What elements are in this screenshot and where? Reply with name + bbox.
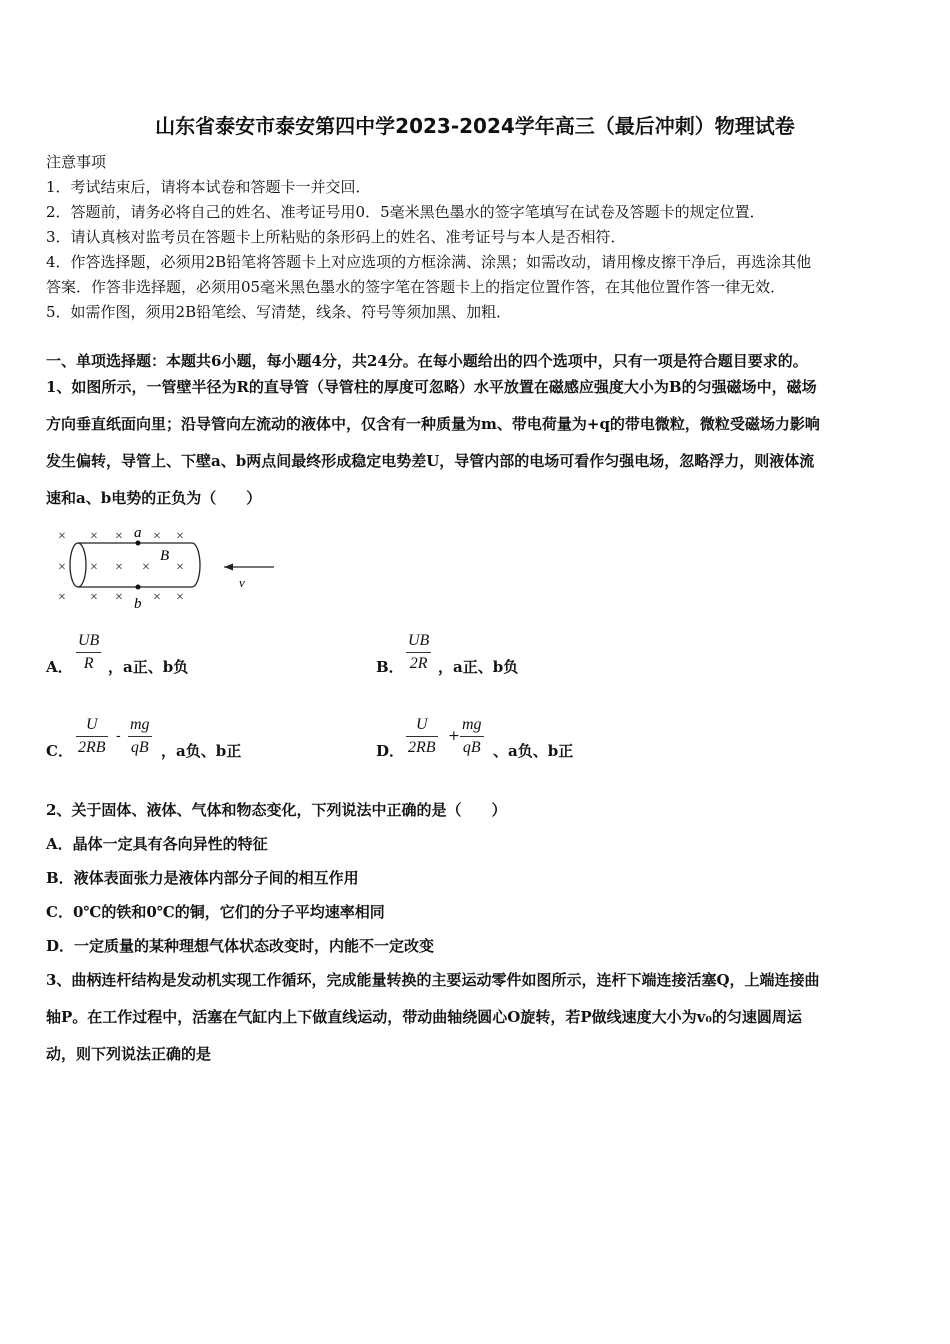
svg-text:×: × xyxy=(176,560,184,575)
fraction-numerator: U xyxy=(76,714,108,737)
option-a-tail: ，a正、b负 xyxy=(108,658,189,676)
q1-figure xyxy=(52,520,282,615)
q2-option: A．晶体一定具有各向异性的特征 xyxy=(46,835,268,853)
notice-heading: 注意事项 xyxy=(46,153,107,171)
fraction-denominator: 2RB xyxy=(408,739,436,756)
q2-option: C．0℃的铁和0℃的铜，它们的分子平均速率相同 xyxy=(46,903,385,921)
notice-item: 5．如需作图，须用2B铅笔绘、写清楚，线条、符号等须加黑、加粗． xyxy=(46,303,512,321)
option-d-operator: + xyxy=(448,728,460,744)
svg-text:×: × xyxy=(90,590,98,605)
fraction-denominator: R xyxy=(83,655,94,672)
svg-text:×: × xyxy=(142,560,150,575)
svg-text:×: × xyxy=(115,529,123,544)
option-c-label: C． xyxy=(46,742,73,760)
fraction-numerator: mg xyxy=(128,714,152,737)
svg-text:×: × xyxy=(153,590,161,605)
q3-stem-line: 3、曲柄连杆结构是发动机实现工作循环，完成能量转换的主要运动零件如图所示，连杆下端连接活塞Q，上端连接曲 xyxy=(46,971,820,989)
label-b: b xyxy=(134,596,142,612)
option-a-fraction xyxy=(76,630,101,675)
velocity-arrow xyxy=(224,564,274,571)
q3-stem-line: 动，则下列说法正确的是 xyxy=(46,1045,212,1063)
q1-stem-line: 发生偏转，导管上、下壁a、b两点间最终形成稳定电势差U，导管内部的电场可看作匀强电场，忽略浮力，则液体流 xyxy=(46,452,815,470)
q2-stem: 2、关于固体、液体、气体和物态变化，下列说法中正确的是（ ） xyxy=(46,801,507,819)
q1-stem-line: 1、如图所示，一管壁半径为R的直导管（导管柱的厚度可忽略）水平放置在磁感应强度大小为B的匀强磁场中，磁场 xyxy=(46,378,817,396)
option-d-fraction-1 xyxy=(406,714,438,759)
fraction-numerator: mg xyxy=(460,714,484,737)
notice-item: 1．考试结束后，请将本试卷和答题卡一并交回． xyxy=(46,178,371,196)
q2-option: B．液体表面张力是液体内部分子间的相互作用 xyxy=(46,869,359,887)
label-a: a xyxy=(134,525,142,541)
option-a-label: A． xyxy=(46,658,73,676)
svg-text:×: × xyxy=(153,529,161,544)
svg-text:×: × xyxy=(58,590,66,605)
option-c-fraction-1 xyxy=(76,714,108,759)
fraction-numerator: U xyxy=(406,714,438,737)
magnetic-field-crosses xyxy=(58,529,184,605)
fraction-denominator: 2R xyxy=(409,655,428,672)
label-v: v xyxy=(239,575,245,590)
q2-option: D．一定质量的某种理想气体状态改变时，内能不一定改变 xyxy=(46,937,435,955)
notice-item: 2．答题前，请务必将自己的姓名、准考证号用0．5毫米黑色墨水的签字笔填写在试卷及答题卡的规定位置． xyxy=(46,203,765,221)
option-b-label: B． xyxy=(376,658,404,676)
svg-text:×: × xyxy=(115,590,123,605)
fraction-numerator: UB xyxy=(406,630,431,653)
fraction-denominator: 2RB xyxy=(78,739,106,756)
svg-text:×: × xyxy=(58,529,66,544)
option-c-tail: ，a负、b正 xyxy=(161,742,242,760)
option-d-label: D． xyxy=(376,742,405,760)
svg-text:×: × xyxy=(176,590,184,605)
option-b-fraction xyxy=(406,630,431,675)
notice-item: 答案．作答非选择题，必须用05毫米黑色墨水的签字笔在答题卡上的指定位置作答，在其他位置作答一律无效． xyxy=(46,278,786,296)
fraction-denominator: qB xyxy=(462,739,481,756)
notice-item: 3．请认真核对监考员在答题卡上所粘贴的条形码上的姓名、准考证号与本人是否相符． xyxy=(46,228,626,246)
page-title: 山东省泰安市泰安第四中学2023-2024学年高三（最后冲刺）物理试卷 xyxy=(155,114,795,138)
section-heading: 一、单项选择题：本题共6小题，每小题4分，共24分。在每小题给出的四个选项中，只有一项是符合题目要求的。 xyxy=(46,352,808,370)
notice-item: 4．作答选择题，必须用2B铅笔将答题卡上对应选项的方框涂满、涂黑；如需改动，请用橡皮擦干净后，再选涂其他 xyxy=(46,253,812,271)
svg-text:×: × xyxy=(115,560,123,575)
label-B: B xyxy=(160,548,170,564)
fraction-numerator: UB xyxy=(76,630,101,653)
point-a xyxy=(136,541,141,546)
svg-text:×: × xyxy=(176,529,184,544)
option-d-tail: 、a负、b正 xyxy=(493,742,574,760)
q3-stem-line: 轴P。在工作过程中，活塞在气缸内上下做直线运动，带动曲轴绕圆心O旋转，若P做线速度大小为v₀的匀速圆周运 xyxy=(46,1008,802,1026)
q1-stem-line: 速和a、b电势的正负为（ ） xyxy=(46,489,262,507)
q1-stem-line: 方向垂直纸面向里；沿导管向左流动的液体中，仅含有一种质量为m、带电荷量为+q的带电微粒，微粒受磁场力影响 xyxy=(46,415,820,433)
svg-text:×: × xyxy=(90,529,98,544)
svg-text:×: × xyxy=(90,560,98,575)
point-b xyxy=(136,585,141,590)
option-c-fraction-2 xyxy=(128,714,152,759)
option-d-fraction-2 xyxy=(460,714,484,759)
svg-text:×: × xyxy=(58,560,66,575)
option-c-operator: - xyxy=(116,728,121,744)
fraction-denominator: qB xyxy=(130,739,149,756)
option-b-tail: ，a正、b负 xyxy=(438,658,519,676)
